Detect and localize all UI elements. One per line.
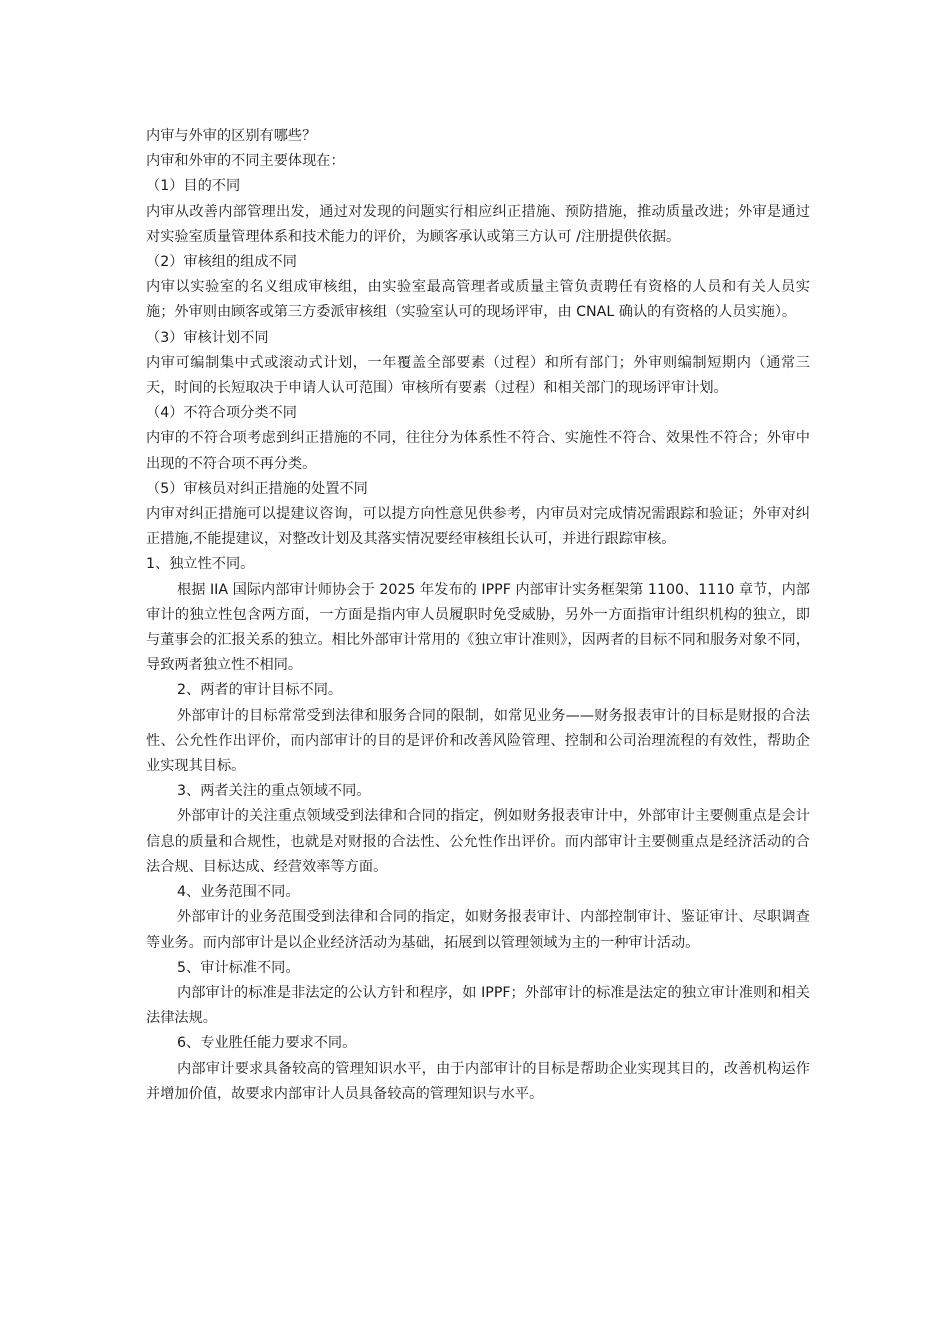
section-heading-competence: 6、专业胜任能力要求不同。 bbox=[177, 1035, 357, 1052]
section-body-independence: 根据 IIA 国际内部审计师协会于 2025 年发布的 IPPF 内部审计实务框架第 1100、1110 章节，内部审计的独立性包含两方面，一方面是指内审人员履职时免受威胁，另外一方面指审计组织机构的独立，即与董事会的汇报关系的独立。相比外部审计常用的《独立审计准则》，因两者的目标不同和服务对象不同，导致两者独立性不相同。 bbox=[146, 581, 810, 674]
section-body-corrective-action: 内审对纠正措施可以提建议咨询，可以提方向性意见供参考，内审员对完成情况需跟踪和验证；外审对纠正措施,不能提建议，对整改计划及其落实情况要经审核组长认可，并进行跟踪审核。 bbox=[146, 506, 810, 548]
section-heading-independence: 1、独立性不同。 bbox=[146, 556, 255, 573]
section-body-competence: 内部审计要求具备较高的管理知识水平，由于内部审计的目标是帮助企业实现其目的，改善机构运作并增加价值，故要求内部审计人员具备较高的管理知识与水平。 bbox=[146, 1060, 810, 1102]
section-heading-objectives: 2、两者的审计目标不同。 bbox=[177, 682, 343, 699]
section-body-audit-standards: 内部审计的标准是非法定的公认方针和程序，如 IPPF；外部审计的标准是法定的独立审计准则和相关法律法规。 bbox=[146, 984, 810, 1027]
section-heading-audit-plan: （3）审核计划不同 bbox=[146, 329, 269, 346]
section-body-audit-plan: 内审可编制集中式或滚动式计划，一年覆盖全部要素（过程）和所有部门；外审则编制短期内（通常三天，时间的长短取决于申请人认可范围）审核所有要素（过程）和相关部门的现场评审计划。 bbox=[146, 354, 810, 397]
section-heading-corrective-action: （5）审核员对纠正措施的处置不同 bbox=[146, 480, 368, 497]
document-intro: 内审和外审的不同主要体现在： bbox=[146, 153, 345, 170]
section-body-focus-areas: 外部审计的关注重点领域受到法律和合同的指定，例如财务报表审计中，外部审计主要侧重点是会计信息的质量和合规性，也就是对财报的合法性、公允性作出评价。而内部审计主要侧重点是经济活动的合法合规、目标达成、经营效率等方面。 bbox=[146, 808, 810, 875]
section-body-nonconformity: 内审的不符合项考虑到纠正措施的不同，往往分为体系性不符合、实施性不符合、效果性不符合；外审中出现的不符合项不再分类。 bbox=[146, 430, 810, 472]
section-body-audit-team: 内审以实验室的名义组成审核组，由实验室最高管理者或质量主管负责聘任有资格的人员和有关人员实施；外审则由顾客或第三方委派审核组（实验室认可的现场评审，由 CNAL 确认的有资格的人员实施）。 bbox=[146, 279, 810, 321]
section-heading-nonconformity: （4）不符合项分类不同 bbox=[146, 405, 297, 422]
section-body-business-scope: 外部审计的业务范围受到法律和合同的指定，如财务报表审计、内部控制审计、鉴证审计、尽职调查等业务。而内部审计是以企业经济活动为基础，拓展到以管理领域为主的一种审计活动。 bbox=[146, 909, 810, 951]
section-body-purpose: 内审从改善内部管理出发，通过对发现的问题实行相应纠正措施、预防措施，推动质量改进；外审是通过对实验室质量管理体系和技术能力的评价，为顾客承认或第三方认可 /注册提供依据。 bbox=[146, 203, 810, 245]
section-heading-focus-areas: 3、两者关注的重点领域不同。 bbox=[177, 783, 371, 800]
section-heading-purpose: （1）目的不同 bbox=[146, 178, 241, 195]
document-title: 内审与外审的区别有哪些？ bbox=[146, 128, 317, 144]
document-page bbox=[146, 124, 810, 1107]
section-heading-business-scope: 4、业务范围不同。 bbox=[177, 884, 300, 901]
section-heading-audit-team: （2）审核组的组成不同 bbox=[146, 254, 297, 271]
section-body-objectives: 外部审计的目标常常受到法律和服务合同的限制，如常见业务——财务报表审计的目标是财报的合法性、公允性作出评价，而内部审计的目的是评价和改善风险管理、控制和公司治理流程的有效性，帮助企业实现其目标。 bbox=[146, 707, 810, 775]
section-heading-audit-standards: 5、审计标准不同。 bbox=[177, 959, 300, 976]
